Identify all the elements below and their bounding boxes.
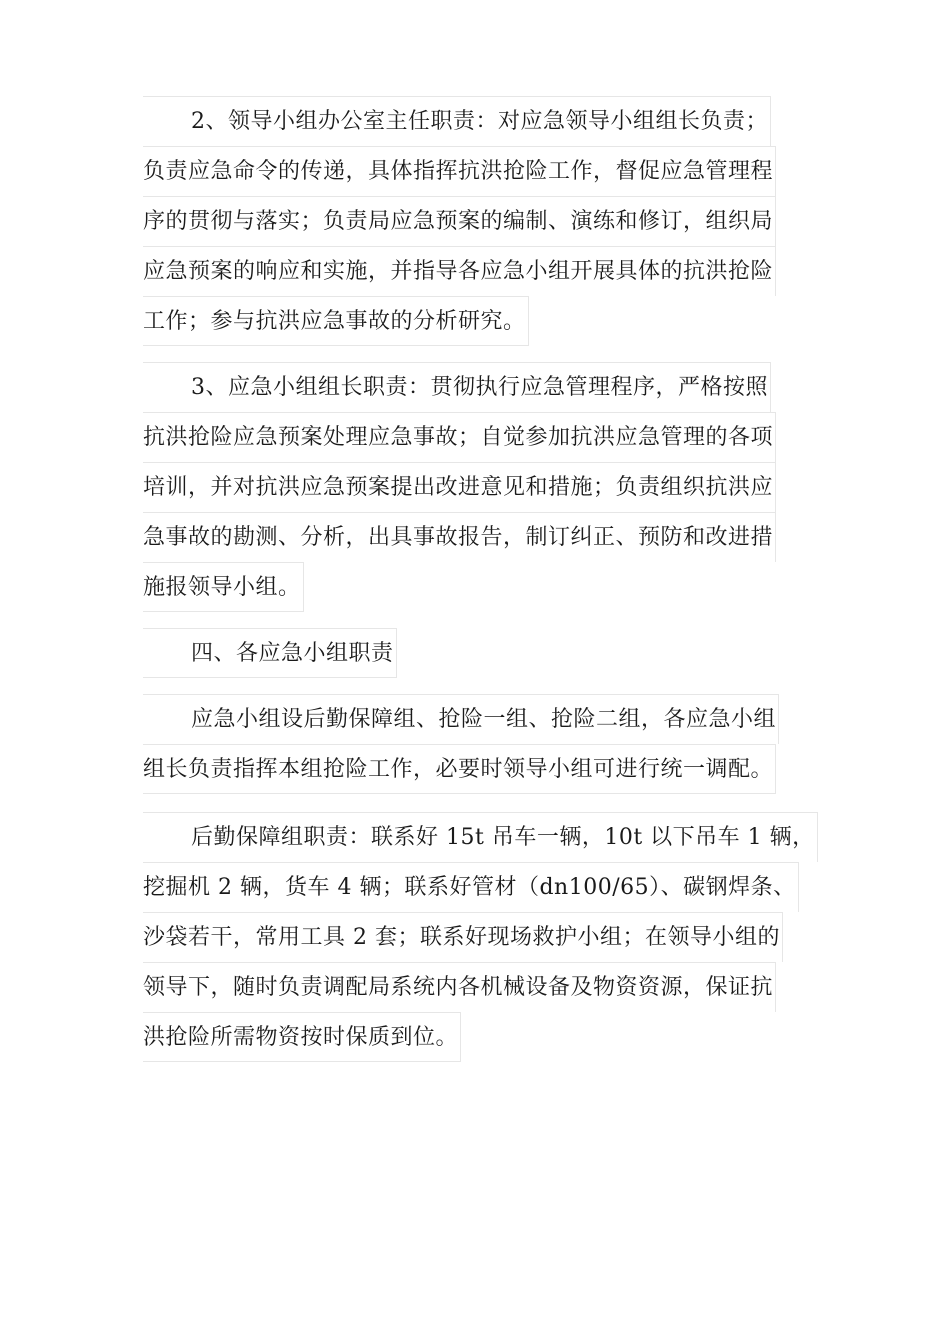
text-line: 应急小组设后勤保障组、抢险一组、抢险二组，各应急小组 bbox=[143, 694, 779, 744]
text-line: 组长负责指挥本组抢险工作，必要时领导小组可进行统一调配。 bbox=[143, 744, 776, 794]
text-line: 序的贯彻与落实；负责局应急预案的编制、演练和修订，组织局 bbox=[143, 196, 776, 246]
text-line: 急事故的勘测、分析，出具事故报告，制订纠正、预防和改进措 bbox=[143, 512, 776, 562]
section-heading bbox=[143, 628, 823, 678]
text-line: 培训，并对抗洪应急预案提出改进意见和措施；负责组织抗洪应 bbox=[143, 462, 776, 512]
text-line: 施报领导小组。 bbox=[143, 562, 304, 612]
text-line: 2、领导小组办公室主任职责：对应急领导小组组长负责； bbox=[143, 96, 771, 146]
text-line: 领导下，随时负责调配局系统内各机械设备及物资资源，保证抗 bbox=[143, 962, 776, 1012]
text-line: 负责应急命令的传递，具体指挥抗洪抢险工作，督促应急管理程 bbox=[143, 146, 776, 196]
paragraph-groups-intro bbox=[143, 694, 823, 794]
paragraph-group-leader-duties bbox=[143, 362, 823, 612]
heading-line: 四、各应急小组职责 bbox=[143, 628, 397, 678]
text-line: 洪抢险所需物资按时保质到位。 bbox=[143, 1012, 461, 1062]
text-line: 后勤保障组职责：联系好 15t 吊车一辆，10t 以下吊车 1 辆， bbox=[143, 812, 818, 862]
text-line: 工作；参与抗洪应急事故的分析研究。 bbox=[143, 296, 529, 346]
text-line: 应急预案的响应和实施，并指导各应急小组开展具体的抗洪抢险 bbox=[143, 246, 776, 296]
paragraph-logistics-group-duties bbox=[143, 812, 823, 1062]
text-line: 抗洪抢险应急预案处理应急事故；自觉参加抗洪应急管理的各项 bbox=[143, 412, 776, 462]
paragraph-office-director-duties bbox=[143, 96, 823, 346]
text-line: 3、应急小组组长职责：贯彻执行应急管理程序，严格按照 bbox=[143, 362, 771, 412]
text-line: 挖掘机 2 辆，货车 4 辆；联系好管材（dn100/65）、碳钢焊条、 bbox=[143, 862, 799, 912]
text-line: 沙袋若干，常用工具 2 套；联系好现场救护小组；在领导小组的 bbox=[143, 912, 783, 962]
